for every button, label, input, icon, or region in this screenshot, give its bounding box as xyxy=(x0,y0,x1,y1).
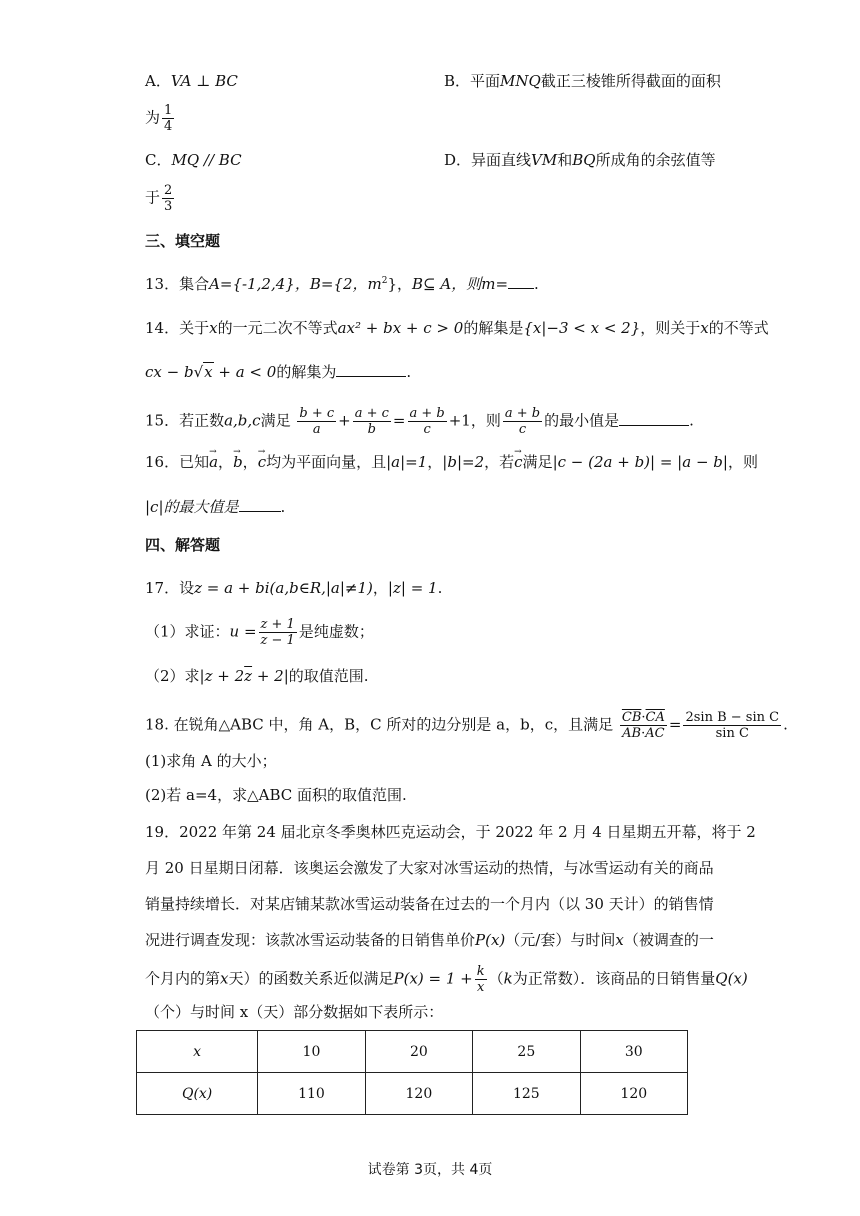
q14-text-a: 14．关于 xyxy=(145,319,210,337)
q16-cond1: |a|=1 xyxy=(386,453,428,471)
q16-vec-c: → c xyxy=(258,452,266,472)
frac-num: a + c xyxy=(354,406,389,421)
q15-frac-4 xyxy=(503,406,542,437)
option-c-label: C． xyxy=(145,151,172,169)
frac-den: x xyxy=(477,980,485,995)
q18-period: . xyxy=(783,715,788,734)
question-19-line-4 xyxy=(145,930,714,950)
q14-ineq2-a: cx − b xyxy=(145,363,194,381)
vec-cb: $\overline{CB}$ xyxy=(621,710,642,725)
table-row-header xyxy=(137,1031,688,1073)
option-c xyxy=(145,150,242,170)
q14-text-b: 的一元二次不等式 xyxy=(217,319,338,337)
sales-table xyxy=(136,1030,688,1115)
q16-vec-b: → b xyxy=(233,452,243,472)
q15-plus1: +1，则 xyxy=(448,411,501,430)
q17-mid: ， xyxy=(372,579,388,597)
page-footer: 试卷第 3页，共 4页 xyxy=(367,1162,493,1178)
frac-num: a + b xyxy=(409,406,445,421)
q15-frac-1 xyxy=(297,406,336,437)
q14-text-e: 的不等式 xyxy=(708,319,769,337)
q16-vec-c2: → c xyxy=(514,452,522,472)
table-cell: Q(x) xyxy=(137,1073,258,1115)
q13-set-b-end: }， xyxy=(387,275,413,293)
q15-period: . xyxy=(689,411,694,430)
q14-ineq2-b: + a < 0 xyxy=(213,363,277,381)
frac-num: a + b xyxy=(504,406,541,421)
table-row xyxy=(137,1073,688,1115)
q18-vector-frac xyxy=(620,710,667,741)
question-15 xyxy=(145,406,694,437)
table-cell: 120 xyxy=(580,1073,687,1115)
option-b-cont xyxy=(145,103,176,134)
section-4-title: 四、解答题 xyxy=(145,536,221,554)
frac-den: b xyxy=(367,422,376,437)
option-a xyxy=(145,71,238,91)
q17-mod: |z| = 1 xyxy=(387,579,438,597)
q15-blank xyxy=(619,411,689,426)
frac-den: a xyxy=(312,422,321,437)
option-b-var: MNQ xyxy=(500,72,541,90)
table-cell: x xyxy=(137,1031,258,1073)
q13-set-b: B={2， xyxy=(309,275,368,293)
q17-u: u = xyxy=(229,622,257,641)
q19-px-expr: P(x) = 1 + xyxy=(393,969,473,988)
q17-p2-label: （2）求 xyxy=(145,667,200,685)
q15-eq: = xyxy=(392,411,406,430)
table-cell: 10 xyxy=(258,1031,365,1073)
q16-vec-a: → a xyxy=(209,452,218,472)
dot: · xyxy=(641,710,646,725)
q19-qx: Q(x) xyxy=(715,969,748,988)
question-13 xyxy=(145,271,539,294)
q15-mid: 满足 xyxy=(260,411,291,430)
table-cell: 125 xyxy=(473,1073,580,1115)
option-d xyxy=(444,150,716,170)
q16-mid3: 满足 xyxy=(522,453,553,471)
q14-blank xyxy=(336,362,406,377)
table-cell: 20 xyxy=(365,1031,472,1073)
q19-l5-d: 为正常数）．该商品的日销售量 xyxy=(512,969,716,988)
table-cell: 30 xyxy=(580,1031,687,1073)
option-d-mid: 和 xyxy=(557,151,573,169)
q19-l4-b: （元/套）与时间 xyxy=(505,931,616,949)
q16-cond3: |c − (2a + b)| = |a − b| xyxy=(552,453,728,471)
frac-den: 3 xyxy=(164,199,173,214)
question-18-part-2: (2)若 a=4，求△ABC 面积的取值范围. xyxy=(145,786,407,804)
q14-text-end: 的解集为 xyxy=(276,363,337,381)
option-a-label: A． xyxy=(145,72,171,90)
q15-plus: + xyxy=(338,411,351,430)
q15-frac-3 xyxy=(408,406,447,437)
q17-p2-expr-a: |z + 2 xyxy=(199,667,245,685)
option-b xyxy=(444,71,721,91)
fraction-1-4 xyxy=(162,103,174,134)
question-17-part-2 xyxy=(145,666,369,686)
q17-p2-text: 的取值范围. xyxy=(288,667,369,685)
q17-end: . xyxy=(437,579,443,597)
q16-end: ，则 xyxy=(727,453,758,471)
question-19-line-2: 月 20 日星期日闭幕．该奥运会激发了大家对冰雪运动的热情，与冰雪运动有关的商品 xyxy=(145,859,714,877)
frac-num: 2 xyxy=(164,183,173,198)
q19-x2: x xyxy=(220,969,229,988)
q13-m-eq: m= xyxy=(481,275,509,293)
q19-k-frac xyxy=(475,964,487,995)
question-19-line-1: 19．2022 年第 24 届北京冬季奥林匹克运动会，于 2022 年 2 月 4 日星期五开幕，将于 2 xyxy=(145,823,756,841)
q13-end: . xyxy=(534,275,539,293)
question-16-line-2 xyxy=(145,497,285,517)
q13-subset: B⊆ A，则 xyxy=(412,275,482,293)
question-17-part-1 xyxy=(145,617,374,648)
q14-text-d: ，则关于 xyxy=(640,319,701,337)
frac-den: c xyxy=(518,422,527,437)
q19-x: x xyxy=(615,931,624,949)
vec-ab: $\overline{AB}$ xyxy=(622,726,642,741)
question-19-line-5 xyxy=(145,964,748,995)
q18-sine-frac xyxy=(683,710,781,741)
q19-l5-c: （ xyxy=(488,969,504,988)
vec-ac: $\overline{AC}$ xyxy=(645,726,665,741)
q16-mid2: ，若 xyxy=(484,453,515,471)
q14-sqrt: x xyxy=(204,363,213,381)
q14-x: x xyxy=(209,319,218,337)
question-18-part-1: (1)求角 A 的大小； xyxy=(145,752,277,770)
q19-px: P(x) xyxy=(475,931,506,949)
q13-text: 13．集合 xyxy=(145,275,210,293)
option-d-text: 所成角的余弦值等 xyxy=(595,151,716,169)
frac-num: z + 1 xyxy=(260,617,295,632)
question-19-line-3: 销量持续增长．对某店铺某款冰雪运动装备在过去的一个月内（以 30 天计）的销售情 xyxy=(145,895,714,913)
table-cell: 110 xyxy=(258,1073,365,1115)
frac-den: c xyxy=(423,422,431,437)
vec-ca: $\overline{CA}$ xyxy=(645,710,665,725)
q16-cond2: |b|=2 xyxy=(442,453,485,471)
q17-expr: z = a + bi(a,b∈R,|a|≠1) xyxy=(194,579,373,597)
question-19-line-6: （个）与时间 x（天）部分数据如下表所示： xyxy=(145,1003,444,1021)
q17-p1-label: （1）求证： xyxy=(145,622,230,641)
q15-frac-2 xyxy=(353,406,391,437)
option-d-var2: BQ xyxy=(572,151,596,169)
q19-l5-a: 个月内的第 xyxy=(145,969,221,988)
q16-sep2: ， xyxy=(242,453,258,471)
q16-line2: |c|的最大值是 xyxy=(145,498,239,516)
q19-k: k xyxy=(503,969,513,988)
q13-m: m xyxy=(367,275,382,293)
question-14-line-2: cx − b√x + a < 0的解集为 . xyxy=(145,363,412,381)
option-b-cont-text: 为 xyxy=(145,108,161,127)
q16-period: . xyxy=(280,498,286,516)
q17-p2-expr-b: + 2| xyxy=(252,667,289,685)
q18-text: 18. 在锐角△ABC 中，角 A，B，C 所对的边分别是 a，b，c，且满足 xyxy=(145,715,614,734)
option-d-var1: VM xyxy=(531,151,558,169)
frac-num: 1 xyxy=(164,103,173,118)
q19-l4-c: （被调查的一 xyxy=(623,931,714,949)
question-18 xyxy=(145,710,788,741)
q17-u-frac xyxy=(259,617,297,648)
question-14-line-1 xyxy=(145,318,769,338)
q13-set-a: A={-1,2,4}， xyxy=(209,275,310,293)
q16-sep1: ， xyxy=(218,453,234,471)
frac-num: k xyxy=(476,964,485,979)
option-b-label: B．平面 xyxy=(444,72,501,90)
q15-vars: a,b,c xyxy=(224,411,261,430)
q13-blank xyxy=(508,274,534,289)
q17-zbar: $\overline{z}$ xyxy=(244,667,253,685)
q15-end: 的最小值是 xyxy=(544,411,620,430)
q19-l5-b: 天）的函数关系近似满足 xyxy=(228,969,394,988)
q17-p1-text: 是纯虚数； xyxy=(298,622,374,641)
option-d-cont xyxy=(145,183,176,214)
option-b-text: 截正三棱锥所得截面的面积 xyxy=(540,72,721,90)
q17-text: 17．设 xyxy=(145,579,195,597)
question-17 xyxy=(145,578,442,598)
frac-num: b + c xyxy=(299,406,335,421)
q14-ineq1: ax² + bx + c > 0 xyxy=(337,319,464,337)
q18-eq: = xyxy=(668,715,682,734)
q16-text: 16．已知 xyxy=(145,453,210,471)
q19-l4-a: 况进行调查发现：该款冰雪运动装备的日销售单价 xyxy=(145,931,476,949)
q14-period: . xyxy=(406,363,412,381)
section-3-title: 三、填空题 xyxy=(145,232,221,250)
option-c-expr: MQ // BC xyxy=(171,151,242,169)
frac-den: z − 1 xyxy=(260,633,295,648)
fraction-2-3 xyxy=(162,183,174,214)
question-16-line-1 xyxy=(145,452,758,472)
table-cell: 25 xyxy=(473,1031,580,1073)
option-a-expr: VA ⊥ BC xyxy=(170,72,238,90)
q16-blank xyxy=(239,497,281,512)
q14-text-c: 的解集是 xyxy=(463,319,524,337)
q14-set: {x|−3 < x < 2} xyxy=(523,319,641,337)
option-d-label: D．异面直线 xyxy=(444,151,532,169)
table-cell: 120 xyxy=(365,1073,472,1115)
q15-text: 15．若正数 xyxy=(145,411,225,430)
q14-x2: x xyxy=(700,319,709,337)
frac-den: 4 xyxy=(164,119,173,134)
frac-num: 2sin B − sin C xyxy=(685,710,780,725)
q16-mid: 均为平面向量，且 xyxy=(266,453,387,471)
option-d-cont-text: 于 xyxy=(145,188,161,207)
q13-sup: 2 xyxy=(381,276,388,286)
frac-den: sin C xyxy=(715,726,749,741)
q16-sep3: ， xyxy=(427,453,443,471)
dot: · xyxy=(641,726,646,741)
